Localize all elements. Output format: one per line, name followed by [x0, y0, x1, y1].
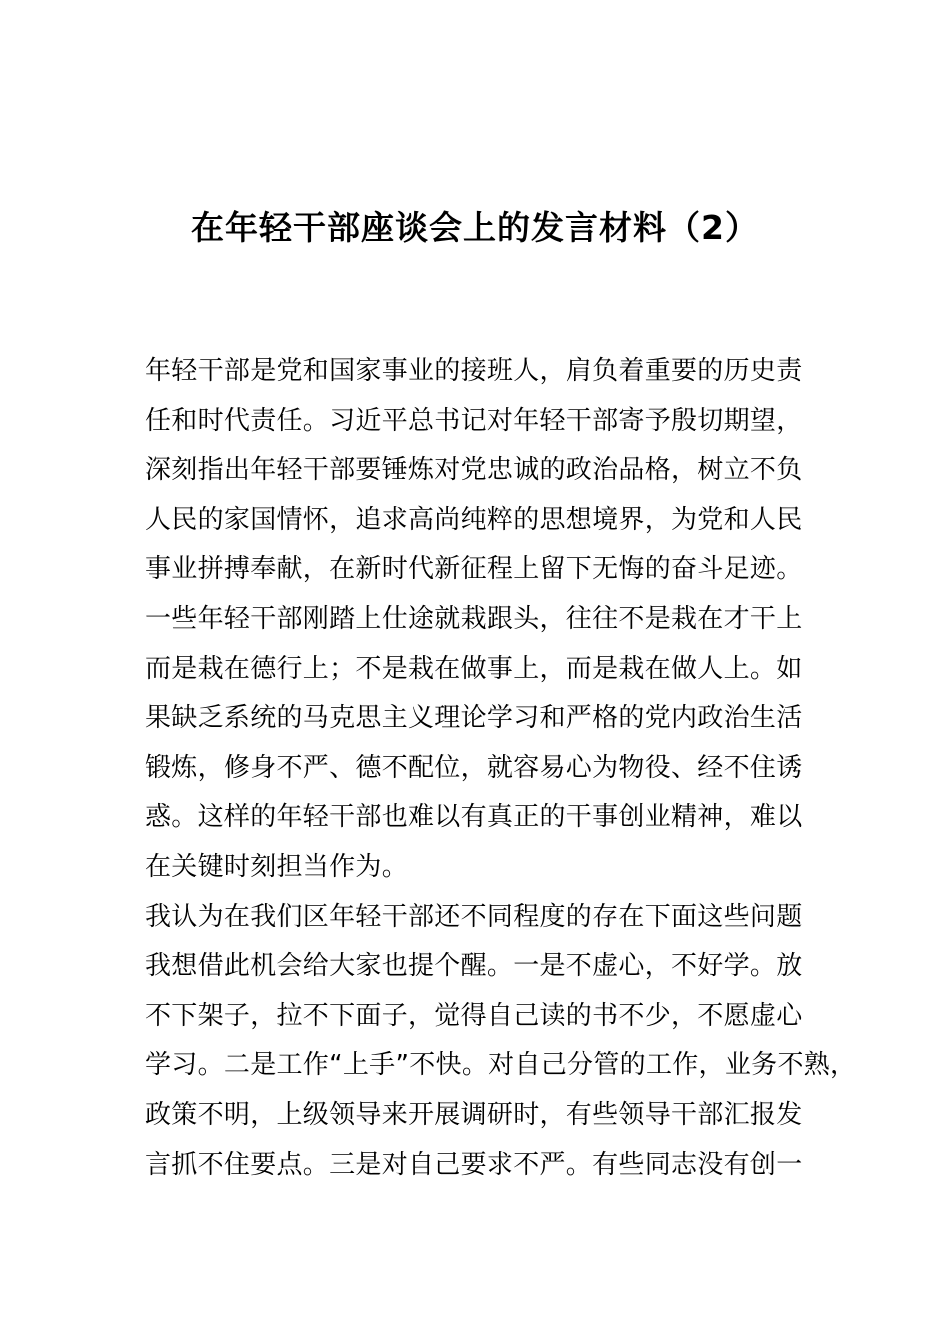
document-body — [145, 347, 857, 1190]
body-line: 政策不明，上级领导来开展调研时，有些领导干部汇报发 — [145, 1099, 803, 1130]
body-line: 而是栽在德行上；不是栽在做事上，而是栽在做人上。如 — [145, 653, 803, 684]
body-line: 学习。二是工作“上手”不快。对自己分管的工作，业务不熟， — [145, 1050, 857, 1081]
body-line: 深刻指出年轻干部要锤炼对党忠诚的政治品格，树立不负 — [145, 455, 803, 486]
body-line: 人民的家国情怀，追求高尚纯粹的思想境界，为党和人民 — [145, 504, 803, 535]
body-line: 果缺乏系统的马克思主义理论学习和严格的党内政治生活 — [145, 703, 803, 734]
body-line: 在关键时刻担当作为。 — [145, 851, 409, 882]
body-line: 任和时代责任。习近平总书记对年轻干部寄予殷切期望， — [145, 405, 803, 436]
body-line: 惑。这样的年轻干部也难以有真正的干事创业精神，难以 — [145, 802, 803, 833]
body-line: 事业拼搏奉献，在新时代新征程上留下无悔的奋斗足迹。 — [145, 554, 803, 585]
body-line: 我认为在我们区年轻干部还不同程度的存在下面这些问题 — [145, 901, 803, 932]
body-line: 年轻干部是党和国家事业的接班人，肩负着重要的历史责 — [145, 356, 803, 386]
body-line: 锻炼，修身不严、德不配位，就容易心为物役、经不住诱 — [145, 752, 803, 783]
body-line: 一些年轻干部刚踏上仕途就栽跟头，往往不是栽在才干上 — [145, 603, 803, 634]
body-line: 言抓不住要点。三是对自己要求不严。有些同志没有创一 — [145, 1149, 803, 1180]
body-line: 不下架子，拉不下面子，觉得自己读的书不少，不愿虚心 — [145, 1000, 803, 1031]
document-title: 在年轻干部座谈会上的发言材料（2） — [191, 208, 759, 247]
body-line: 我想借此机会给大家也提个醒。一是不虚心，不好学。放 — [145, 951, 803, 982]
